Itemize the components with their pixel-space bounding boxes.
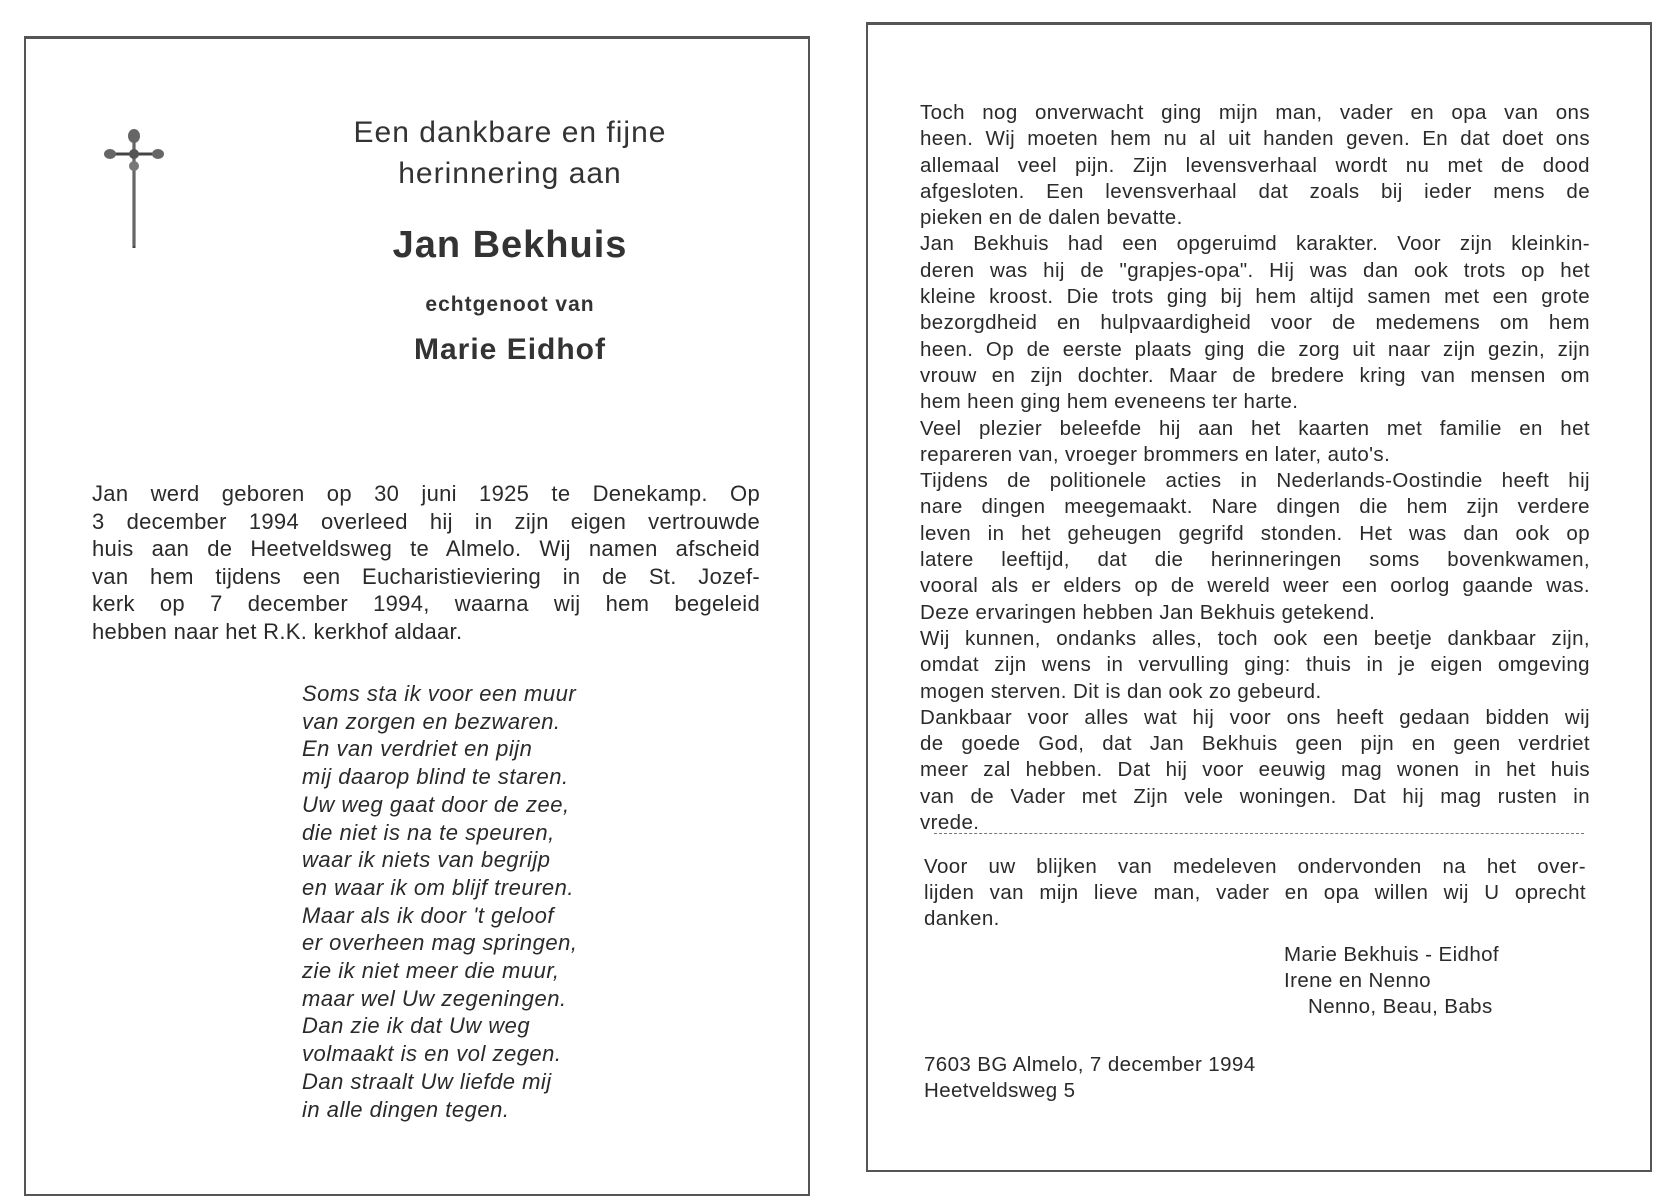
eulogy-line: Jan Bekhuis had een opgeruimd karakter. Voor zijn kleinkin- — [920, 232, 1590, 256]
signature-line: Marie Bekhuis - Eidhof — [1284, 943, 1500, 966]
eulogy-line: Tijdens de politionele acties in Nederlands-Oostindie heeft hij — [920, 469, 1590, 493]
poem-line: En van verdriet en pijn — [302, 736, 533, 762]
eulogy-line: vrouw en zijn dochter. Maar de bredere kring van mensen om — [920, 363, 1590, 387]
signature-line: Irene en Nenno — [1284, 969, 1431, 992]
thanks-paragraph — [924, 854, 1586, 932]
spouse-label: echtgenoot van — [425, 293, 595, 316]
poem-line: waar ik niets van begrijp — [302, 847, 551, 873]
eulogy-line: kleine kroost. Die trots ging bij hem altijd samen met een grote — [920, 285, 1590, 309]
eulogy-line: Wij kunnen, ondanks alles, toch ook een beetje dankbaar zijn, — [920, 626, 1590, 650]
eulogy-text — [920, 100, 1590, 836]
eulogy-line: allemaal veel pijn. Zijn levensverhaal wordt nu met de dood — [920, 153, 1590, 177]
eulogy-line: mogen sterven. Dit is dan ook zo gebeurd. — [920, 679, 1322, 703]
eulogy-line: nare dingen meegemaakt. Nare dingen die hem zijn verdere — [920, 495, 1590, 519]
eulogy-line: Dankbaar voor alles wat hij voor ons heeft gedaan bidden wij — [920, 705, 1590, 729]
poem-line: Maar als ik door 't geloof — [302, 902, 554, 928]
eulogy-line: heen. Wij moeten hem nu al uit handen geven. En dat doet ons — [920, 127, 1590, 151]
dashed-divider — [934, 833, 1584, 834]
poem-line: Soms sta ik voor een muur — [302, 681, 577, 706]
bio-line: van hem tijdens een Eucharistieviering in de St. Jozef- — [92, 563, 760, 589]
bio-line: kerk op 7 december 1994, waarna wij hem begeleid — [92, 591, 760, 616]
signatures — [1284, 942, 1604, 1020]
heading-line: Een dankbare en fijne — [353, 116, 667, 149]
eulogy-line: heen. Op de eerste plaats ging die zorg uit naar zijn gezin, zijn — [920, 337, 1590, 361]
eulogy-line: meer zal hebben. Dat hij voor eeuwig mag wonen in het huis — [920, 758, 1590, 782]
poem-line: Dan straalt Uw liefde mij — [302, 1068, 552, 1094]
poem — [302, 680, 702, 1123]
poem-line: en waar ik om blijf treuren. — [302, 874, 574, 900]
eulogy-line: omdat zijn wens in vervulling ging: thuis in je eigen omgeving — [920, 653, 1590, 677]
poem-line: zie ik niet meer die muur, — [302, 958, 560, 984]
poem-line: Uw weg gaat door de zee, — [302, 791, 570, 817]
poem-line: volmaakt is en vol zegen. — [302, 1041, 562, 1067]
eulogy-line: Toch nog onverwacht ging mijn man, vader en opa van ons — [920, 101, 1590, 124]
thanks-line: lijden van mijn lieve man, vader en opa willen wij U oprecht — [924, 881, 1586, 904]
eulogy-line: pieken en de dalen bevatte. — [920, 206, 1183, 230]
memorial-heading — [280, 112, 740, 194]
eulogy-line: de goede God, dat Jan Bekhuis geen pijn en geen verdriet — [920, 732, 1590, 756]
poem-line: Dan zie ik dat Uw weg — [302, 1013, 531, 1039]
poem-line: mij daarop blind te staren. — [302, 764, 569, 790]
cross-icon — [104, 128, 164, 257]
thanks-line: danken. — [924, 907, 1000, 930]
bio-line: hebben naar het R.K. kerkhof aldaar. — [92, 618, 463, 644]
eulogy-line: van de Vader met Zijn vele woningen. Dat hij mag rusten in — [920, 784, 1590, 808]
eulogy-line: vooral als er elders op de wereld weer een oorlog gaande was. — [920, 574, 1590, 598]
bio-line: huis aan de Heetveldsweg te Almelo. Wij namen afscheid — [92, 536, 760, 561]
eulogy-line: vrede. — [920, 811, 980, 835]
poem-line: er overheen mag springen, — [302, 930, 578, 956]
eulogy-line: repareren van, vroeger brommers en later, auto's. — [920, 442, 1391, 466]
poem-line: maar wel Uw zegeningen. — [302, 985, 567, 1011]
eulogy-line: bezorgdheid en hulpvaardigheid voor de medemens om hem — [920, 311, 1590, 335]
eulogy-line: afgesloten. Een levensverhaal dat zoals bij ieder mens de — [920, 179, 1590, 203]
address-line: 7603 BG Almelo, 7 december 1994 — [924, 1053, 1256, 1076]
signature-line: Nenno, Beau, Babs — [1308, 995, 1493, 1018]
poem-line: in alle dingen tegen. — [302, 1096, 510, 1122]
poem-line: die niet is na te speuren, — [302, 819, 555, 845]
eulogy-line: hem heen ging hem eveneens ter harte. — [920, 390, 1299, 414]
eulogy-line: leven in het geheugen gegrifd stonden. Het was dan ook op — [920, 521, 1590, 545]
biography-paragraph — [92, 480, 760, 645]
thanks-line: Voor uw blijken van medeleven ondervonden na het over- — [924, 855, 1586, 878]
deceased-name: Jan Bekhuis — [392, 224, 628, 266]
spouse-name: Marie Eidhof — [413, 333, 606, 366]
eulogy-line: latere leeftijd, dat die herinneringen soms bovenkwamen, — [920, 548, 1590, 572]
heading-line: herinnering aan — [398, 157, 622, 190]
eulogy-line: Veel plezier beleefde hij aan het kaarten met familie en het — [920, 416, 1590, 440]
address-line: Heetveldsweg 5 — [924, 1079, 1076, 1102]
address-block — [924, 1052, 1344, 1104]
poem-line: van zorgen en bezwaren. — [302, 708, 561, 734]
eulogy-line: deren was hij de "grapjes-opa". Hij was dan ook trots op het — [920, 258, 1590, 282]
bio-line: 3 december 1994 overleed hij in zijn eigen vertrouwde — [92, 508, 760, 534]
bio-line: Jan werd geboren op 30 juni 1925 te Denekamp. Op — [92, 481, 760, 506]
eulogy-line: Deze ervaringen hebben Jan Bekhuis getekend. — [920, 600, 1376, 624]
